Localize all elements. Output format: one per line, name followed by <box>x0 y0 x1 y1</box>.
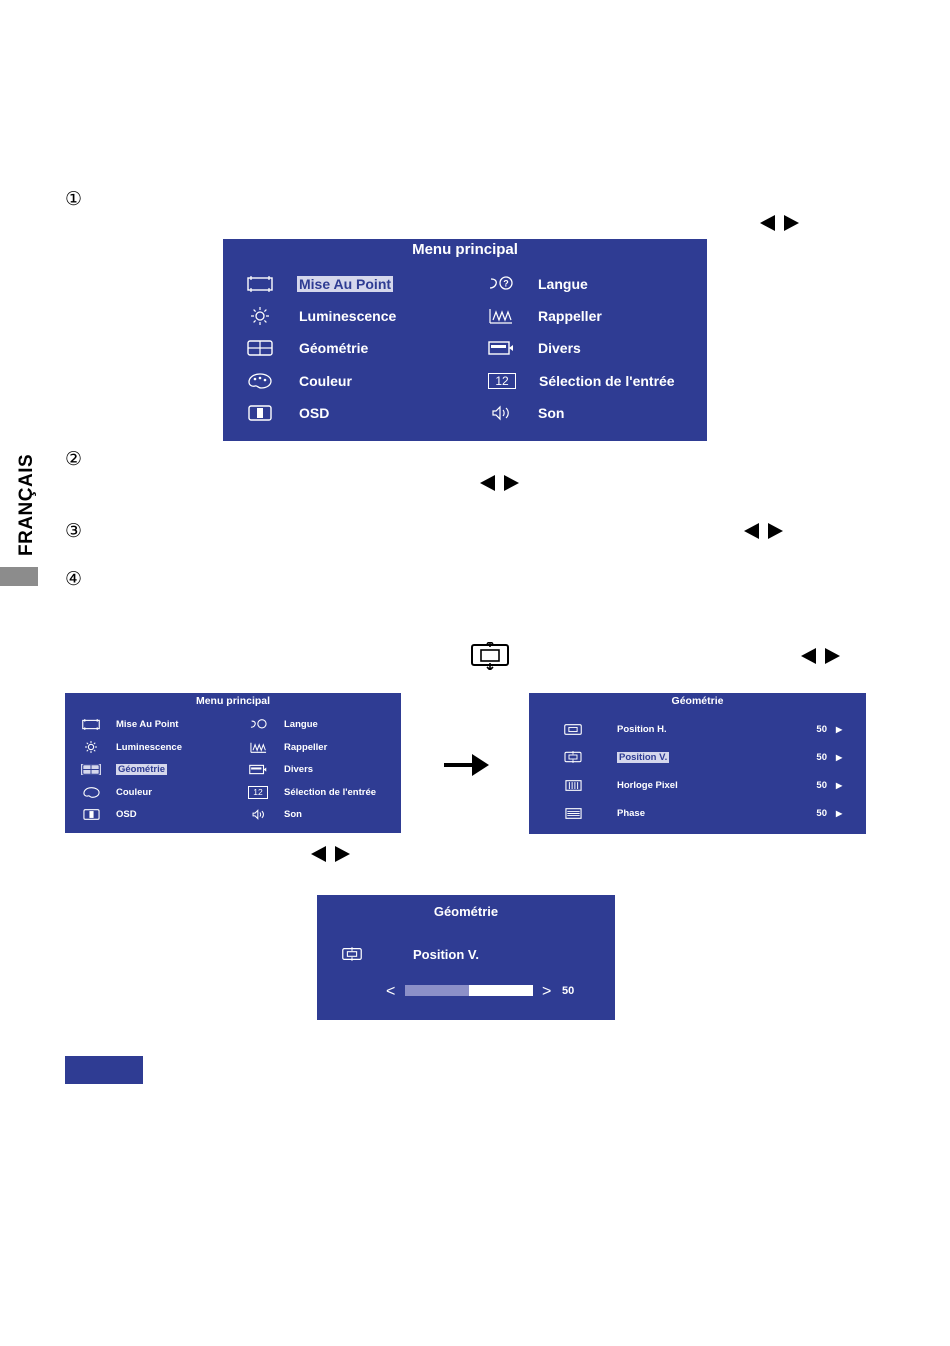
main-menu-title: Menu principal <box>412 241 518 258</box>
osd-icon <box>81 809 101 820</box>
menu-item-selection-entree[interactable] <box>488 371 675 391</box>
language-icon <box>248 719 268 730</box>
slider-fill <box>405 985 469 996</box>
step-2-marker: ② <box>65 448 83 470</box>
mise-au-point-icon <box>81 719 101 730</box>
menu-item-label: Mise Au Point <box>299 276 392 292</box>
small-menu-item[interactable] <box>248 717 318 731</box>
small-menu-item[interactable] <box>248 785 376 799</box>
geometry-row-label: Position H. <box>617 723 667 735</box>
left-arrow-icon <box>480 475 495 491</box>
geometry-row-horloge-pixel[interactable] <box>563 778 853 792</box>
geometry-row-value: 50 <box>816 751 827 763</box>
small-menu-label: Géométrie <box>118 763 165 775</box>
left-arrow-icon <box>311 846 326 862</box>
menu-item-luminescence[interactable] <box>246 306 396 326</box>
small-menu-label: Luminescence <box>116 741 182 753</box>
menu-item-label: Divers <box>538 340 581 356</box>
osd-icon <box>246 405 274 421</box>
menu-item-rappeller[interactable] <box>488 306 602 326</box>
geometry-row-position-h[interactable] <box>563 722 853 736</box>
note-label-box <box>65 1056 143 1084</box>
language-side-label: FRANÇAIS <box>16 453 37 556</box>
palette-icon <box>246 373 274 389</box>
palette-icon <box>81 787 101 798</box>
geometry-row-value: 50 <box>816 779 827 791</box>
right-triangle-icon: ▶ <box>836 752 843 762</box>
misc-icon <box>248 764 268 775</box>
small-menu-label: Son <box>284 808 302 820</box>
menu-item-geometrie[interactable] <box>246 338 368 358</box>
menu-item-label: Son <box>538 405 565 421</box>
mise-au-point-icon <box>246 276 274 292</box>
menu-item-osd[interactable] <box>246 403 329 423</box>
right-arrow-icon <box>768 523 783 539</box>
geometry-row-label: Phase <box>617 807 645 819</box>
small-menu-label: Sélection de l'entrée <box>284 786 377 798</box>
step-3-marker: ③ <box>65 520 83 542</box>
right-arrow-icon <box>504 475 519 491</box>
svg-text:?: ? <box>503 278 509 289</box>
nav-arrows-1 <box>760 215 799 231</box>
small-main-menu-osd <box>65 693 401 833</box>
nav-arrows-4 <box>801 648 840 664</box>
slider-left-chevron-icon[interactable]: < <box>386 983 396 1000</box>
small-menu-label: Langue <box>284 718 318 730</box>
geometry-row-value: 50 <box>816 723 827 735</box>
phase-icon <box>563 808 583 819</box>
small-menu-item[interactable] <box>248 740 327 754</box>
v-position-icon <box>563 751 583 763</box>
small-menu-item[interactable] <box>81 717 178 731</box>
small-menu-item[interactable] <box>248 762 313 776</box>
right-arrow-icon <box>335 846 350 862</box>
geometry-row-label-highlight: Position V. <box>619 751 668 763</box>
adjust-panel-osd <box>317 895 615 1020</box>
right-arrow-icon <box>784 215 799 231</box>
small-menu-label: Divers <box>284 763 314 775</box>
v-position-icon <box>341 947 363 961</box>
menu-item-label: OSD <box>299 405 330 421</box>
menu-item-divers[interactable] <box>488 338 581 358</box>
menu-item-couleur[interactable] <box>246 371 352 391</box>
geometry-row-label: Horloge Pixel <box>617 779 678 791</box>
geometry-row-phase[interactable] <box>563 806 853 820</box>
menu-item-label: Géométrie <box>299 340 369 356</box>
right-triangle-icon: ▶ <box>836 780 843 790</box>
adjust-item-row <box>341 945 479 963</box>
nav-arrows-5 <box>311 846 350 862</box>
sun-icon <box>246 307 274 325</box>
speaker-icon <box>488 405 514 421</box>
slider-value: 50 <box>562 985 575 997</box>
geometry-icon <box>246 340 274 356</box>
input-select-icon: 12 <box>248 786 268 799</box>
geometry-row-label <box>617 752 807 763</box>
nav-arrows-2 <box>480 475 519 491</box>
geometry-row-value: 50 <box>816 807 827 819</box>
small-menu-label: Mise Au Point <box>116 718 179 730</box>
v-position-icon <box>470 642 510 675</box>
small-menu-label: OSD <box>116 808 137 820</box>
pixel-clock-icon <box>563 780 583 791</box>
geometry-icon <box>81 764 101 775</box>
left-arrow-icon <box>744 523 759 539</box>
recall-icon <box>488 308 514 324</box>
nav-arrows-3 <box>744 523 783 539</box>
menu-item-langue[interactable] <box>488 274 588 294</box>
menu-item-son[interactable] <box>488 403 564 423</box>
right-triangle-icon: ▶ <box>836 808 843 818</box>
left-arrow-icon <box>801 648 816 664</box>
menu-item-label: Sélection de l'entrée <box>539 373 675 389</box>
geometry-submenu-osd <box>529 693 866 834</box>
menu-item-label: Langue <box>538 276 588 292</box>
adjust-panel-title: Géométrie <box>433 904 499 919</box>
small-menu-item[interactable] <box>81 762 167 776</box>
right-triangle-icon: ▶ <box>836 724 843 734</box>
slider-right-chevron-icon[interactable]: > <box>542 983 552 1000</box>
adjust-item-label: Position V. <box>413 946 479 962</box>
menu-item-label: Luminescence <box>299 308 397 324</box>
small-menu-label: Rappeller <box>284 741 328 753</box>
language-icon <box>488 276 514 292</box>
small-menu-item[interactable] <box>81 785 152 799</box>
right-arrow-icon <box>825 648 840 664</box>
misc-icon <box>488 340 514 356</box>
small-menu-item[interactable] <box>81 807 137 821</box>
menu-item-label: Couleur <box>299 373 352 389</box>
small-menu-item[interactable] <box>81 740 182 754</box>
geometry-row-position-v[interactable] <box>563 750 853 764</box>
step-4-marker: ④ <box>65 568 83 590</box>
value-slider[interactable] <box>405 985 533 996</box>
small-menu-title: Menu principal <box>195 695 271 707</box>
input-select-icon: 12 <box>488 373 516 389</box>
step-1-marker: ① <box>65 188 83 210</box>
small-menu-item[interactable] <box>248 807 302 821</box>
speaker-icon <box>248 809 268 820</box>
menu-item-label: Rappeller <box>538 308 602 324</box>
language-side-tab <box>0 567 38 586</box>
h-position-icon <box>563 724 583 735</box>
recall-icon <box>248 742 268 753</box>
transition-arrow-icon <box>444 752 490 783</box>
geometry-submenu-title: Géométrie <box>671 695 724 707</box>
left-arrow-icon <box>760 215 775 231</box>
main-menu-osd <box>223 239 707 441</box>
menu-item-mise-au-point[interactable] <box>246 274 393 294</box>
small-menu-label: Couleur <box>116 786 152 798</box>
sun-icon <box>81 741 101 753</box>
